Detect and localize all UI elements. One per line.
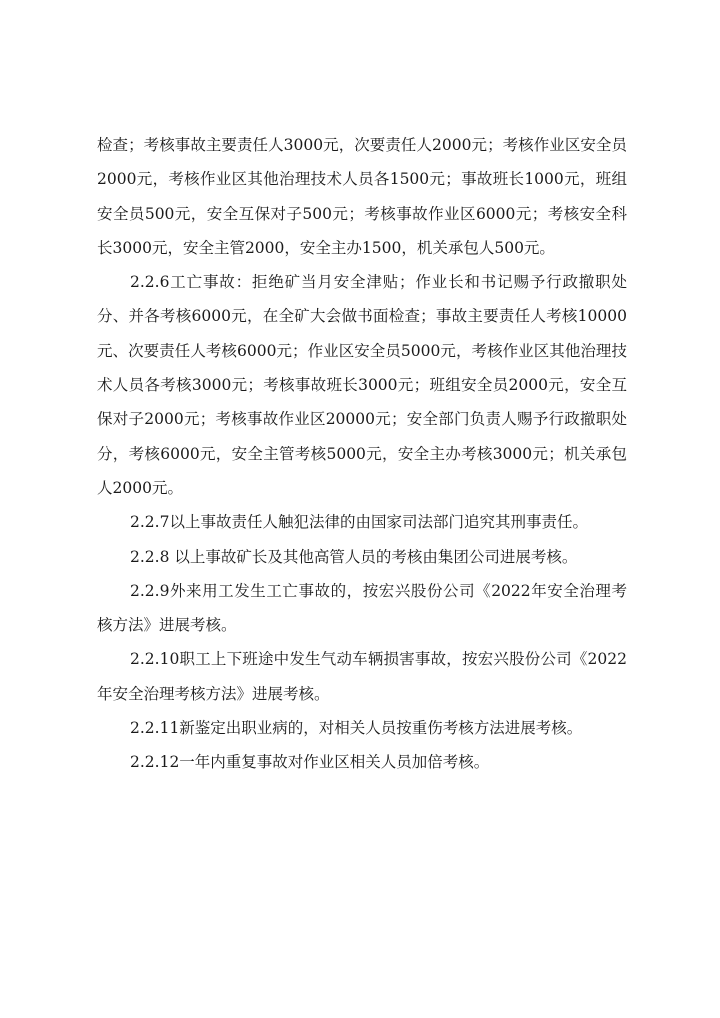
paragraph-2-2-9: 2.2.9外来用工发生工亡事故的，按宏兴股份公司《2022年安全治理考核方法》进展考核。 — [97, 581, 627, 635]
paragraph-2-2-7: 2.2.7以上事故责任人触犯法律的由国家司法部门追究其刑事责任。 — [130, 513, 588, 532]
paragraph-2-2-6: 2.2.6工亡事故：拒绝矿当月安全津贴；作业长和书记赐予行政撤职处分、并各考核6000元，在全矿大会做书面检查；事故主要责任人考核10000元、次要责任人考核6000元；作业区安全员5000元，考核作业区其他治理技术人员各考核3000元；考核事故班长3000元；班组安全员2000元，安全互保对子2000元；考核事故作业区20000元；安全部门负责人赐予行政撤职处分，考核6000元，安全主管考核5000元，安全主办考核3000元；机关承包人2000元。 — [97, 273, 627, 497]
paragraph-2-2-11: 2.2.11新鉴定出职业病的，对相关人员按重伤考核方法进展考核。 — [130, 719, 583, 738]
paragraph-2-2-12: 2.2.12一年内重复事故对作业区相关人员加倍考核。 — [130, 753, 490, 772]
paragraph-2-2-10: 2.2.10职工上下班途中发生气动车辆损害事故，按宏兴股份公司《2022年安全治理考核方法》进展考核。 — [97, 650, 627, 703]
paragraph-2-2-8: 2.2.8 以上事故矿长及其他高管人员的考核由集团公司进展考核。 — [130, 547, 578, 566]
paragraph-continued-penalties: 检查；考核事故主要责任人3000元，次要责任人2000元；考核作业区安全员2000元，考核作业区其他治理技术人员各1500元；事故班长1000元，班组安全员500元，安全互保对子500元；考核事故作业区6000元；考核安全科长3000元，安全主管2000，安全主办1500，机关承包人500元。 — [97, 136, 627, 257]
document-body — [97, 128, 627, 780]
